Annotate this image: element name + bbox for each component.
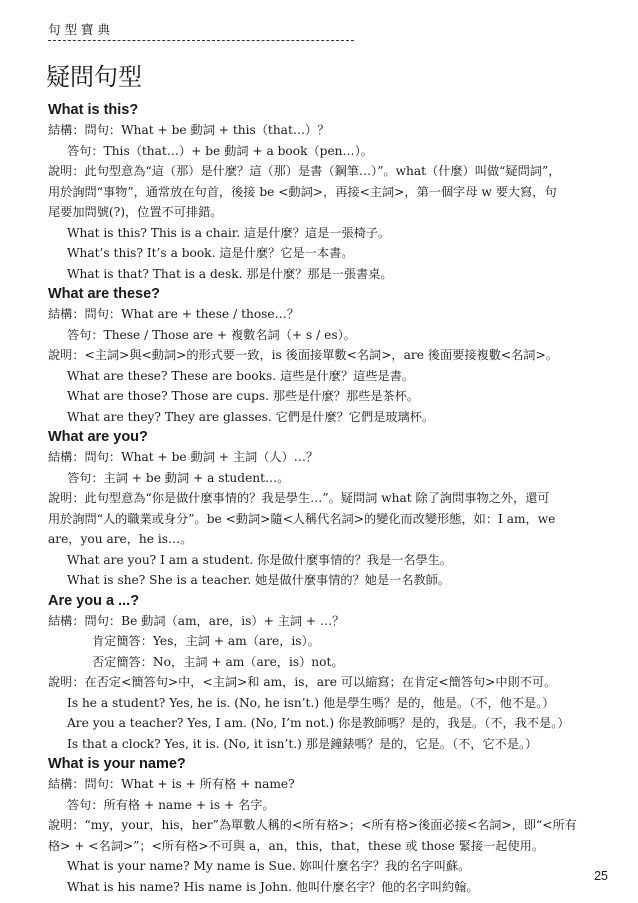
body-line: 肯定簡答：Yes，主詞 + am（are，is）。: [92, 634, 320, 648]
body-line: What is your name? My name is Sue. 妳叫什麼名字？我的名字叫蘇。: [67, 859, 471, 873]
body-line: What is she? She is a teacher. 她是做什麼事情的？她是一名教師。: [67, 573, 451, 587]
body-line: 說明：<主詞>與<動詞>的形式要一致，is 後面接單數<名詞>，are 後面要接複數<名詞>。: [48, 348, 558, 362]
body-line: are，you are，he is…。: [48, 532, 193, 546]
body-line: 答句：These / Those are + 複數名詞（+ s / es）。: [67, 327, 356, 342]
body-line: What are those? Those are cups. 那些是什麼？那些是茶杯。: [67, 389, 420, 403]
body-line: What are you? I am a student. 你是做什麼事情的？我是一名學生。: [67, 552, 453, 567]
body-line: 說明：在否定<簡答句>中，<主詞>和 am，is，are 可以縮寫；在肯定<簡答句>中則不可。: [48, 675, 557, 689]
body-line: Are you a teacher? Yes, I am. (No, I’m not.) 你是教師嗎？是的，我是。（不，我不是。）: [67, 716, 570, 730]
body-line: Is that a clock? Yes, it is. (No, it isn’t.) 那是鐘錶嗎？是的，它是。（不，它不是。）: [67, 736, 538, 751]
body-line: What’s this? It’s a book. 這是什麼？它是一本書。: [67, 246, 354, 260]
body-line: 尾要加問號(?)，位置不可排錯。: [48, 205, 223, 219]
section-heading: What is your name?: [48, 756, 186, 772]
document-body: [48, 100, 616, 897]
body-line: What are these? These are books. 這些是什麼？這些是書。: [67, 368, 415, 383]
section-heading: Are you a ...?: [48, 592, 140, 609]
page-title: 疑問句型: [46, 63, 142, 91]
body-line: What is his name? His name is John. 他叫什麼名字？他的名字叫約翰。: [67, 879, 479, 894]
body-line: 結構：問句：What + be 動詞 + this（that…）？: [48, 123, 330, 137]
body-line: 答句：所有格 + name + is + 名字。: [67, 797, 275, 812]
body-line: 否定簡答：No，主詞 + am（are，is）not。: [92, 654, 344, 669]
body-line: 說明：此句型意為“你是做什麼事情的？我是學生…”。疑問詞 what 除了詢問事物之外，還可: [48, 491, 550, 505]
body-line: What are they? They are glasses. 它們是什麼？它們是玻璃杯。: [67, 409, 435, 424]
body-line: Is he a student? Yes, he is. (No, he isn’t.) 他是學生嗎？是的，他是。（不，他不是。）: [67, 695, 555, 710]
body-line: 說明：此句型意為“這（那）是什麼？這（那）是書（鋼筆…）”。what（什麼）叫做“疑問詞”，: [48, 164, 561, 178]
book-header: 句型寶典: [48, 22, 354, 41]
section-heading: What are these?: [48, 286, 160, 302]
body-line: What is this? This is a chair. 這是什麼？這是一張椅子。: [67, 225, 391, 240]
section-heading: What is this?: [48, 102, 139, 118]
body-line: What is that? That is a desk. 那是什麼？那是一張書桌。: [67, 266, 393, 281]
page-number: 25: [594, 869, 608, 883]
body-line: 答句：主詞 + be 動詞 + a student…。: [67, 470, 290, 485]
body-line: 結構：問句：Be 動詞（am，are，is）+ 主詞 + …？: [48, 613, 345, 628]
body-line: 格> + <名詞>”；<所有格>不可與 a，an，this，that，these 或 those 緊接一起使用。: [48, 838, 545, 853]
body-line: 結構：問句：What + is + 所有格 + name?: [48, 777, 295, 791]
body-line: 用於詢問“人的職業或身分”。be <動詞>隨<人稱代名詞>的變化而改變形態，如：I am，we: [48, 511, 556, 526]
body-line: 說明：“my，your，his，her”為單數人稱的<所有格>；<所有格>後面必接<名詞>，即“<所有: [48, 818, 577, 832]
body-line: 結構：問句：What + be 動詞 + 主詞（人）…？: [48, 450, 319, 464]
body-line: 答句：This（that…）+ be 動詞 + a book（pen…）。: [67, 143, 373, 158]
body-line: 結構：問句：What are + these / those…？: [48, 307, 300, 321]
body-line: 用於詢問“事物”，通常放在句首，後接 be <動詞>，再接<主詞>，第一個字母 w 要大寫，句: [48, 184, 557, 199]
section-heading: What are you?: [48, 429, 148, 445]
